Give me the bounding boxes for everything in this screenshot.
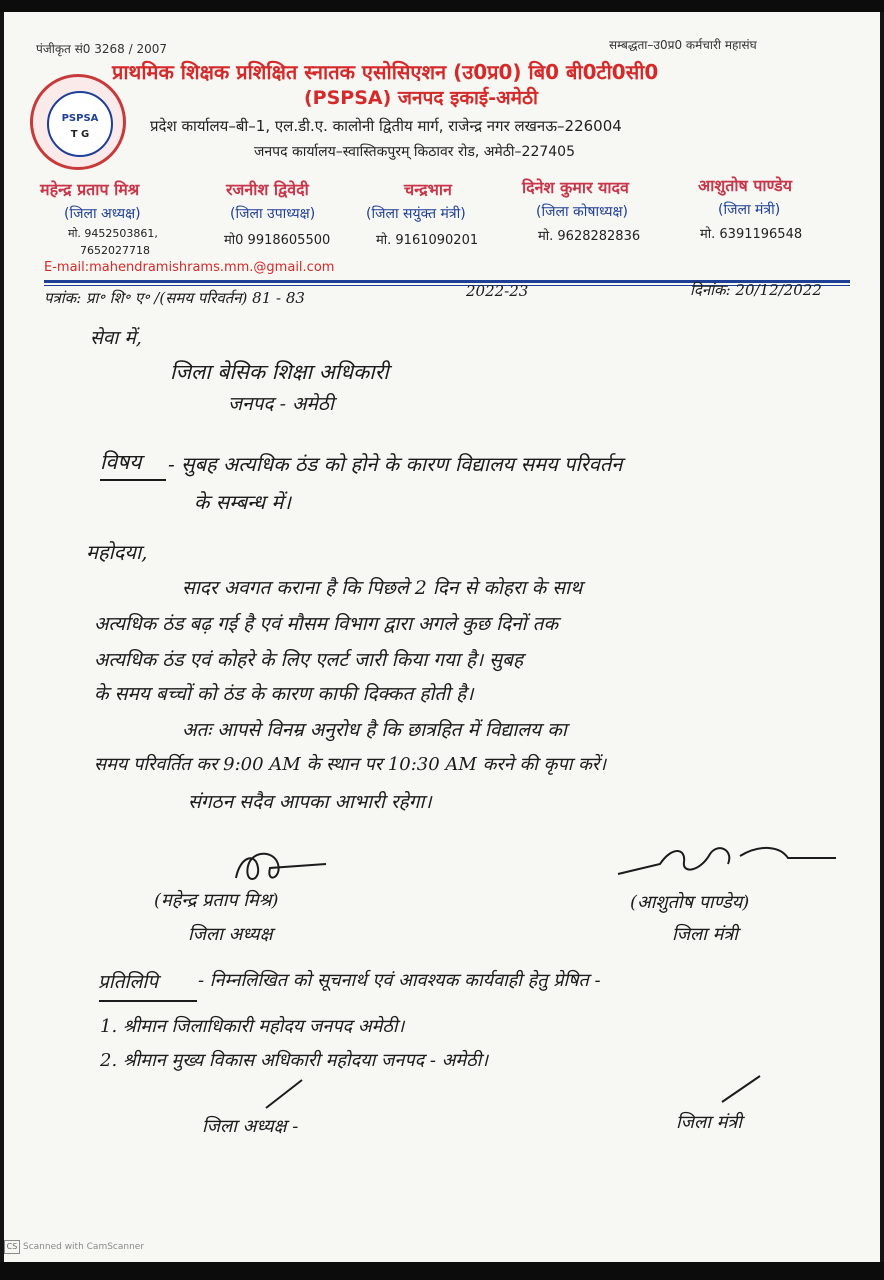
footer-right-title: जिला मंत्री	[676, 1112, 742, 1133]
logo-text: PSPSA	[61, 113, 99, 124]
letter-page	[4, 12, 880, 1262]
copy-text: - निम्नलिखित को सूचनार्थ एवं आवश्यक कार्यवाही हेतु प्रेषित -	[198, 970, 601, 991]
official-phone2-president: 7652027718	[80, 244, 150, 257]
signatory-right-title: जिला मंत्री	[672, 924, 738, 945]
footer-signature-right	[716, 1072, 766, 1112]
email-address: E-mail:mahendramishrams.mm.@gmail.com	[44, 260, 335, 275]
session-year: 2022-23	[466, 282, 529, 300]
official-name-joint-secretary: चन्द्रभान	[404, 180, 452, 199]
body-line-7: संगठन सदैव आपका आभारी रहेगा।	[188, 791, 432, 813]
body-line-4: के समय बच्चों को ठंड के कारण काफी दिक्कत होती है।	[94, 683, 474, 705]
official-phone-treasurer: मो. 9628282836	[538, 229, 641, 244]
copy-underline	[99, 1000, 197, 1002]
official-name-vice-president: रजनीश द्विवेदी	[226, 180, 309, 199]
official-role-treasurer: (जिला कोषाध्यक्ष)	[536, 204, 629, 220]
subject-line-2: के सम्बन्ध में।	[194, 490, 291, 514]
official-name-president: महेन्द्र प्रताप मिश्र	[40, 180, 140, 199]
to-line: सेवा में,	[90, 327, 142, 349]
copy-item-1: 1. श्रीमान जिलाधिकारी महोदय जनपद अमेठी।	[100, 1016, 405, 1037]
official-name-treasurer: दिनेश कुमार यादव	[522, 178, 629, 197]
official-phone-vice-president: मो0 9918605500	[224, 233, 331, 248]
district-office-address: जनपद कार्यालय–स्वास्तिकपुरम् किठावर रोड, अमेठी–227405	[254, 144, 576, 160]
salutation: महोदया,	[86, 540, 148, 564]
organization-logo	[30, 74, 126, 170]
state-office-address: प्रदेश कार्यालय–बी–1, एल.डी.ए. कालोनी द्वितीय मार्ग, राजेन्द्र नगर लखनऊ–226004	[150, 117, 622, 135]
copy-item-2: 2. श्रीमान मुख्य विकास अधिकारी महोदया जनपद - अमेठी।	[100, 1050, 489, 1071]
official-phone-joint-secretary: मो. 9161090201	[376, 233, 479, 248]
footer-signature-left	[260, 1074, 310, 1114]
subject-label: विषय	[100, 450, 142, 474]
body-line-2: अत्यधिक ठंड बढ़ गई है एवं मौसम विभाग द्वारा अगले कुछ दिनों तक	[94, 613, 559, 635]
body-line-5: अतः आपसे विनम्र अनुरोध है कि छात्रहित में विद्यालय का	[182, 719, 567, 741]
copy-label: प्रतिलिपि	[98, 971, 159, 993]
official-role-president: (जिला अध्यक्ष)	[64, 206, 141, 222]
recipient-place: जनपद - अमेठी	[228, 393, 334, 415]
organization-unit: (PSPSA) जनपद इकाई-अमेठी	[304, 87, 538, 109]
logo-initials: T G	[70, 129, 90, 140]
official-role-secretary: (जिला मंत्री)	[718, 202, 781, 218]
signatory-left-title: जिला अध्यक्ष	[188, 924, 273, 945]
letter-date: दिनांक: 20/12/2022	[690, 281, 822, 299]
signature-secretary	[610, 834, 842, 890]
official-phone-secretary: मो. 6391196548	[700, 227, 803, 242]
body-line-1: सादर अवगत कराना है कि पिछले 2 दिन से कोहरा के साथ	[182, 577, 583, 599]
photo-top-border	[0, 0, 884, 12]
footer-left-title: जिला अध्यक्ष -	[202, 1116, 299, 1137]
recipient-title: जिला बेसिक शिक्षा अधिकारी	[170, 360, 389, 384]
photo-bottom-border	[0, 1262, 884, 1280]
scanner-watermark-text: Scanned with CamScanner	[23, 1242, 145, 1252]
official-role-vice-president: (जिला उपाध्यक्ष)	[230, 206, 316, 222]
registration-number: पंजीकृत सं0 3268 / 2007	[36, 42, 168, 56]
official-name-secretary: आशुतोष पाण्डेय	[698, 176, 792, 195]
camscanner-icon: CS	[4, 1240, 20, 1254]
signatory-right-name: (आशुतोष पाण्डेय)	[630, 892, 750, 913]
signatory-left-name: (महेन्द्र प्रताप मिश्र)	[154, 890, 279, 911]
subject-line-1: - सुबह अत्यधिक ठंड को होने के कारण विद्यालय समय परिवर्तन	[168, 452, 623, 476]
body-line-6: समय परिवर्तित कर 9:00 AM के स्थान पर 10:30 AM करने की कृपा करें।	[94, 754, 607, 775]
body-line-3: अत्यधिक ठंड एवं कोहरे के लिए एलर्ट जारी किया गया है। सुबह	[94, 649, 524, 671]
scanner-watermark	[4, 1240, 144, 1254]
official-phone-president: मो. 9452503861,	[68, 227, 158, 240]
organization-name: प्राथमिक शिक्षक प्रशिक्षित स्नातक एसोसिएशन (उ0प्र0) बि0 बी0टी0सी0	[112, 60, 659, 84]
subject-underline	[100, 479, 166, 481]
reference-number: पत्रांक: प्रा॰ शि॰ ए॰ /(समय परिवर्तन) 81 - 83	[44, 289, 305, 307]
affiliation: सम्बद्धता–उ0प्र0 कर्मचारी महासंघ	[609, 38, 757, 52]
logo-emblem	[47, 91, 113, 157]
official-role-joint-secretary: (जिला सयुंक्त मंत्री)	[366, 206, 466, 222]
